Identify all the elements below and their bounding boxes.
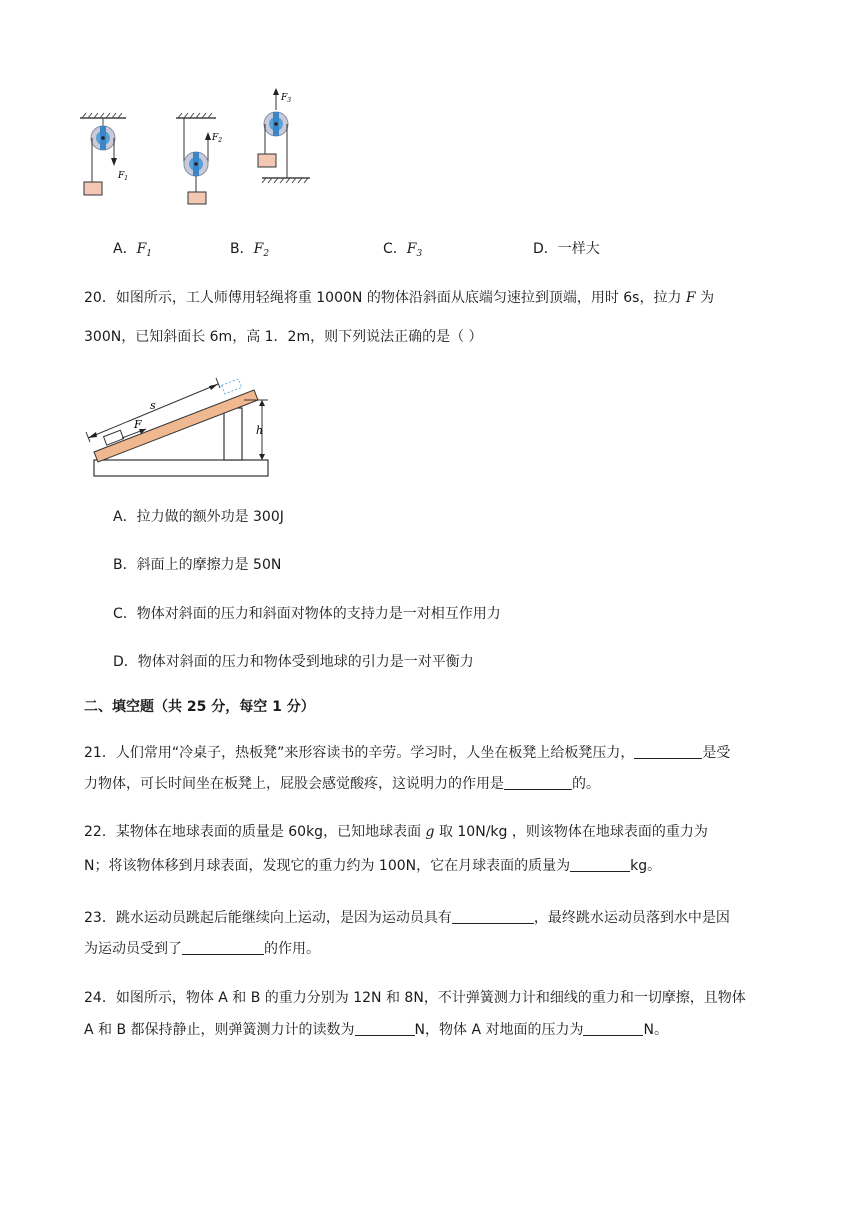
q24-line1: 24．如图所示，物体 A 和 B 的重力分别为 12N 和 8N，不计弹簧测力计和细线的重力和一切摩擦，且物体 <box>84 990 746 1006</box>
q20-stem-line1: 20．如图所示，工人师傅用轻绳将重 1000N 的物体沿斜面从底端匀速拉到顶端，用时 6s，拉力 F 为 <box>84 290 715 306</box>
q21-blank-2[interactable] <box>504 775 572 790</box>
q20-stem-line2: 300N，已知斜面长 6m，高 1．2m，则下列说法正确的是（ ） <box>84 329 483 345</box>
section-heading: 二、填空题（共 25 分，每空 1 分） <box>84 699 315 715</box>
q20-option-d: D．物体对斜面的压力和物体受到地球的引力是一对平衡力 <box>113 654 474 670</box>
pulley-2-movable <box>176 113 216 204</box>
q21-line2: 力物体，可长时间坐在板凳上，屁股会感觉酸疼，这说明力的作用是 的。 <box>84 776 600 792</box>
q20-option-c: C．物体对斜面的压力和斜面对物体的支持力是一对相互作用力 <box>113 606 501 622</box>
q22-line2: N；将该物体移到月球表面，发现它的重力约为 100N，它在月球表面的质量为 kg。 <box>84 858 662 874</box>
q23-blank-2[interactable] <box>182 940 264 955</box>
q19-option-d: D．一样大 <box>533 241 600 257</box>
pulley-figure <box>78 86 328 208</box>
incline-base <box>94 460 268 476</box>
f3-label: $F_3$ <box>281 93 292 104</box>
q23-line1: 23．跳水运动员跳起后能继续向上运动，是因为运动员具有 ，最终跳水运动员落到水中是因 <box>84 910 730 926</box>
q21-line1: 21．人们常用“冷桌子，热板凳”来形容读书的辛劳。学习时，人坐在板凳上给板凳压力， 是受 <box>84 745 731 761</box>
q24-blank-1[interactable] <box>355 1021 415 1036</box>
s-label: s <box>150 399 156 412</box>
q19-option-c: C．$F_3$ <box>383 241 423 259</box>
f2-label: $F_2$ <box>212 133 223 144</box>
incline-support <box>224 408 242 460</box>
q21-blank-1[interactable] <box>634 744 702 759</box>
incline-figure <box>82 376 274 480</box>
q22-line1: 22．某物体在地球表面的质量是 60kg，已知地球表面 g 取 10N/kg ，则该物体在地球表面的重力为 <box>84 824 708 840</box>
q23-line2: 为运动员受到了 的作用。 <box>84 941 320 957</box>
q24-line2: A 和 B 都保持静止，则弹簧测力计的读数为 N，物体 A 对地面的压力为 N。 <box>84 1022 668 1038</box>
q24-blank-2[interactable] <box>583 1021 643 1036</box>
pulley-1-fixed <box>80 113 129 195</box>
f-label: F <box>134 418 142 431</box>
q20-option-b: B．斜面上的摩擦力是 50N <box>113 557 282 573</box>
q20-option-a: A．拉力做的额外功是 300J <box>113 509 284 525</box>
f1-label: $F_1$ <box>118 171 129 182</box>
q23-blank-1[interactable] <box>452 909 534 924</box>
q19-option-a: A．$F_1$ <box>113 241 153 259</box>
q19-option-b: B．$F_2$ <box>230 241 270 259</box>
q22-blank-2[interactable] <box>570 857 630 872</box>
block-at-top-dashed <box>222 379 242 394</box>
h-label: h <box>256 424 264 437</box>
